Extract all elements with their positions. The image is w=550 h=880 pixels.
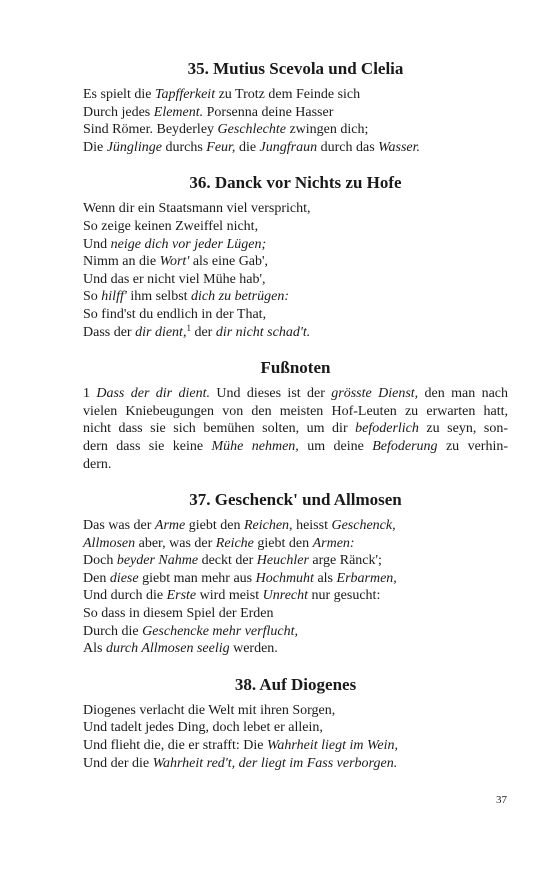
text-run: nur gesucht:	[308, 588, 381, 604]
verse-line	[83, 755, 508, 773]
italic-text: grösste Dienst,	[331, 386, 419, 402]
italic-text: Geschenck,	[331, 518, 396, 534]
verse-line	[83, 200, 508, 218]
footnote-marker: 1	[186, 322, 191, 333]
italic-text: Element.	[153, 104, 204, 120]
poem-35	[83, 58, 508, 156]
italic-text: Heuchler	[256, 553, 309, 569]
italic-text: Allmosen	[83, 535, 136, 551]
verse-line	[83, 324, 508, 342]
verse-line	[83, 271, 508, 289]
text-run: giebt den	[185, 518, 244, 534]
italic-text: Unrecht	[262, 588, 309, 604]
italic-text: Tapfferkeit	[154, 87, 216, 102]
verse-line	[83, 719, 508, 737]
text-run: So zeige keinen Zweiffel nicht,	[83, 218, 259, 234]
verse-line	[83, 86, 508, 104]
poem-body	[83, 517, 508, 658]
italic-text: Reichen,	[243, 518, 293, 534]
text-run: Porsenna deine Hasser	[203, 104, 334, 120]
text-run: Als	[83, 641, 106, 657]
text-run: die	[235, 139, 260, 155]
page-number: 37	[496, 794, 507, 806]
text-run: Und der die	[83, 755, 153, 771]
text-run: vielen Kniebeugungen von den meisten Hof-Leuten zu erwarten hatt,	[83, 403, 508, 419]
text-run: Und	[83, 236, 111, 252]
italic-text: Wahrheit red't, der liegt im Fass verborgen.	[152, 755, 398, 771]
text-run: zu verhin-	[437, 438, 508, 454]
text-run: zwingen dich;	[285, 122, 369, 138]
text-run: Den	[83, 570, 110, 586]
text-run: zu seyn, son-	[418, 421, 508, 437]
verse-line	[83, 236, 508, 254]
text-run: Und das er nicht viel Mühe hab',	[83, 271, 266, 287]
italic-text: Wahrheit liegt im Wein,	[267, 738, 398, 754]
verse-line	[83, 702, 508, 720]
italic-text: Reiche	[215, 535, 254, 551]
italic-text: Wort'	[159, 254, 190, 270]
italic-text: durch Allmosen seelig	[105, 641, 230, 657]
text-run: 1	[83, 386, 97, 402]
footnote-text	[83, 385, 508, 473]
text-run: dern dass sie keine	[83, 438, 212, 454]
verse-line	[83, 570, 508, 588]
text-run: Nimm an die	[83, 254, 160, 270]
italic-text: dir nicht schad't.	[215, 324, 311, 340]
text-run: Wenn dir ein Staatsmann viel verspricht,	[83, 201, 311, 217]
italic-text: Erbarmen,	[336, 570, 397, 586]
text-run: Doch	[83, 553, 117, 569]
text-run: um deine	[298, 438, 373, 454]
text-run: wird meist	[196, 588, 263, 604]
italic-text: Erste	[166, 588, 197, 604]
italic-text: Befoderung	[372, 438, 438, 454]
footnote-line	[83, 403, 508, 421]
italic-text: Wasser.	[378, 139, 421, 155]
verse-line	[83, 552, 508, 570]
italic-text: beyder Nahme	[116, 553, 199, 569]
italic-text: Arme	[154, 518, 186, 534]
poem-body	[83, 200, 508, 341]
poem-37	[83, 489, 508, 658]
text-run: durchs	[161, 139, 207, 155]
text-run: durch das	[317, 139, 379, 155]
verse-line	[83, 104, 508, 122]
verse-line	[83, 121, 508, 139]
poem-title: 36. Danck vor Nichts zu Hofe	[189, 173, 402, 193]
text-run: aber, was der	[135, 535, 216, 551]
text-run: Und flieht die, die er strafft: Die	[83, 738, 268, 754]
text-run: dern.	[83, 456, 112, 472]
italic-text: Jungfraun	[259, 139, 318, 155]
italic-text: Geschlechte	[217, 122, 286, 138]
italic-text: befoderlich	[355, 421, 419, 437]
text-run: nicht dass sie sich bemühen solten, um dir	[83, 421, 356, 437]
footnote-line	[83, 438, 508, 456]
text-run: der	[190, 324, 216, 340]
text-run: zu Trotz dem Feinde sich	[215, 87, 361, 102]
verse-line	[83, 139, 508, 157]
text-run: Dass der	[83, 324, 136, 340]
verse-line	[83, 288, 508, 306]
text-run: So find'st du endlich in der That,	[83, 306, 267, 322]
poem-title: 37. Geschenck' und Allmosen	[189, 490, 402, 510]
page-content	[83, 58, 508, 772]
verse-line	[83, 517, 508, 535]
text-run: Und dieses ist der	[210, 386, 332, 402]
text-run: als	[313, 570, 337, 586]
poem-title: 35. Mutius Scevola und Clelia	[187, 59, 404, 78]
italic-text: Armen:	[312, 535, 355, 551]
italic-text: diese	[109, 570, 139, 586]
italic-text: Jünglinge	[106, 139, 162, 155]
poem-36	[83, 172, 508, 341]
text-run: So	[83, 289, 102, 305]
text-run: arge Ränck';	[308, 553, 382, 569]
footnotes-title: Fußnoten	[260, 358, 331, 378]
italic-text: Hochmuht	[255, 570, 314, 586]
text-run: werden.	[229, 641, 278, 657]
verse-line	[83, 737, 508, 755]
poem-38	[83, 674, 508, 772]
verse-line	[83, 623, 508, 641]
footnote-line	[83, 456, 508, 474]
verse-line	[83, 253, 508, 271]
poem-body	[83, 702, 508, 772]
italic-text: Mühe nehmen,	[211, 438, 299, 454]
italic-text: Feur,	[206, 139, 236, 155]
text-run: giebt man mehr aus	[138, 570, 256, 586]
italic-text: Dass der dir dient.	[96, 386, 210, 402]
verse-line	[83, 587, 508, 605]
text-run: Diogenes verlacht die Welt mit ihren Sorgen,	[83, 702, 336, 718]
footnotes-section	[83, 357, 508, 473]
text-run: giebt den	[253, 535, 313, 551]
text-run: den man nach	[418, 386, 509, 402]
footnote-line	[83, 385, 508, 403]
text-run: Das was der	[83, 518, 155, 534]
verse-line	[83, 306, 508, 324]
text-run: Durch die	[83, 623, 143, 639]
text-run: Es spielt die	[83, 87, 155, 102]
verse-line	[83, 218, 508, 236]
verse-line	[83, 535, 508, 553]
italic-text: dir dient,	[135, 324, 187, 340]
text-run: Und durch die	[83, 588, 167, 604]
text-run: Die	[83, 139, 107, 155]
text-run: ihm selbst	[126, 289, 192, 305]
poem-title: 38. Auf Diogenes	[234, 674, 357, 694]
italic-text: neige dich vor jeder Lügen;	[110, 236, 267, 252]
italic-text: dich zu betrügen:	[191, 289, 290, 305]
verse-line	[83, 605, 508, 623]
text-run: heisst	[292, 518, 332, 534]
text-run: Und tadelt jedes Ding, doch lebet er allein,	[83, 720, 323, 736]
italic-text: Geschencke mehr verflucht,	[142, 623, 298, 639]
text-run: Durch jedes	[83, 104, 154, 120]
poem-body	[83, 86, 508, 156]
text-run: als eine Gab',	[189, 254, 269, 270]
text-run: Sind Römer. Beyderley	[83, 122, 218, 138]
text-run: deckt der	[198, 553, 257, 569]
footnote-line	[83, 420, 508, 438]
italic-text: hilff'	[101, 289, 127, 305]
text-run: So dass in diesem Spiel der Erden	[83, 606, 274, 622]
verse-line	[83, 640, 508, 658]
